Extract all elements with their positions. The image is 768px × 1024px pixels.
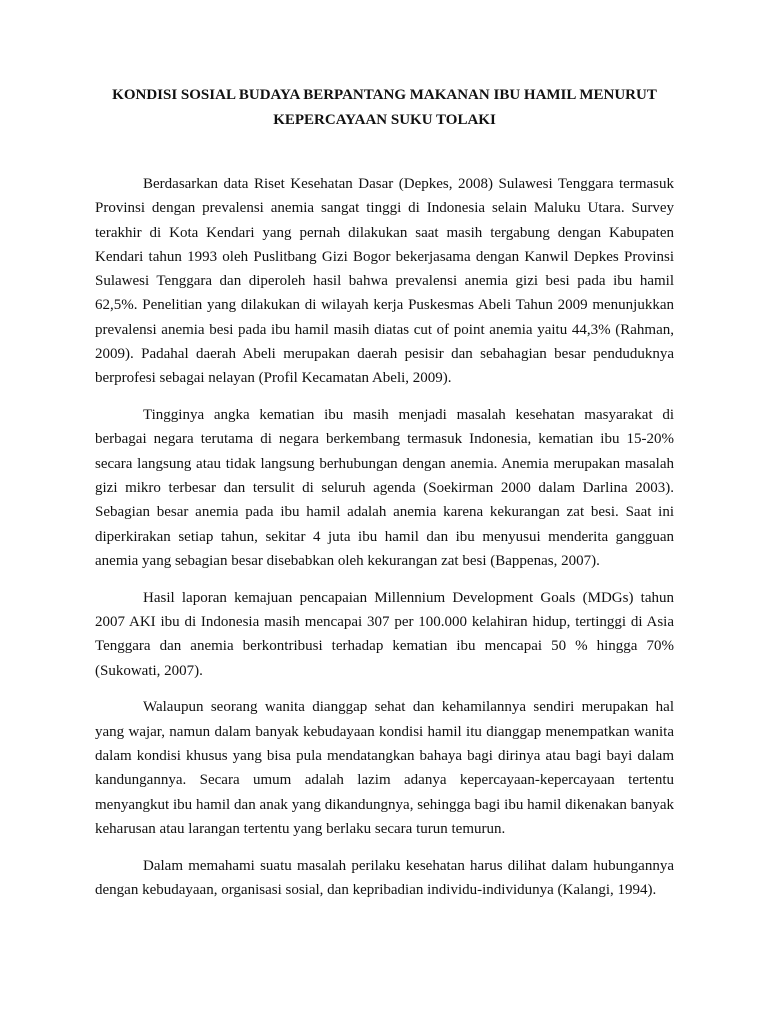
title-line-1: KONDISI SOSIAL BUDAYA BERPANTANG MAKANAN IBU HAMIL MENURUT — [112, 87, 657, 103]
paragraph-3: Hasil laporan kemajuan pencapaian Millennium Development Goals (MDGs) tahun 2007 AKI ibu di Indonesia masih mencapai 307 per 100.000 kelahiran hidup, tertinggi di Asia Tenggara dan anemia berkontribusi terhadap kematian ibu mencapai 50 % hingga 70% (Sukowati, 2007). — [95, 589, 674, 679]
paragraph-2: Tingginya angka kematian ibu masih menjadi masalah kesehatan masyarakat di berbagai negara terutama di negara berkembang termasuk Indonesia, kematian ibu 15-20% secara langsung atau tidak langsung berhubungan dengan anemia. Anemia merupakan masalah gizi mikro terbesar dan tersulit di seluruh agenda (Soekirman 2000 dalam Darlina 2003). Sebagian besar anemia pada ibu hamil adalah anemia karena kekurangan zat besi. Saat ini diperkirakan setiap tahun, sekitar 4 juta ibu hamil dan ibu menyusui menderita gangguan anemia yang sebagian besar disebabkan oleh kekurangan zat besi (Bappenas, 2007). — [95, 407, 674, 569]
title-line-2: KEPERCAYAAN SUKU TOLAKI — [273, 112, 496, 128]
document-page — [95, 83, 674, 915]
paragraph-1: Berdasarkan data Riset Kesehatan Dasar (Depkes, 2008) Sulawesi Tenggara termasuk Provinsi dengan prevalensi anemia sangat tinggi di Indonesia selain Maluku Utara. Survey terakhir di Kota Kendari yang pernah dilakukan saat masih tergabung dengan Kabupaten Kendari tahun 1993 oleh Puslitbang Gizi Bogor bekerjasama dengan Kanwil Depkes Provinsi Sulawesi Tenggara dan diperoleh hasil bahwa prevalensi anemia gizi besi pada ibu hamil 62,5%. Penelitian yang dilakukan di wilayah kerja Puskesmas Abeli Tahun 2009 menunjukkan prevalensi anemia besi pada ibu hamil masih diatas cut of point anemia yaitu 44,3% (Rahman, 2009). Padahal daerah Abeli merupakan daerah pesisir dan sebahagian besar penduduknya berprofesi sebagai nelayan (Profil Kecamatan Abeli, 2009). — [95, 176, 674, 387]
document-title — [95, 83, 674, 133]
paragraph-5: Dalam memahami suatu masalah perilaku kesehatan harus dilihat dalam hubungannya dengan kebudayaan, organisasi sosial, dan kepribadian individu-individunya (Kalangi, 1994). — [95, 857, 674, 899]
paragraph-4: Walaupun seorang wanita dianggap sehat dan kehamilannya sendiri merupakan hal yang wajar, namun dalam banyak kebudayaan kondisi hamil itu dianggap menempatkan wanita dalam kondisi khusus yang bisa pula mendatangkan bahaya bagi dirinya atau bagi bayi dalam kandungannya. Secara umum adalah lazim adanya kepercayaan-kepercayaan tertentu menyangkut ibu hamil dan anak yang dikandungnya, sehingga bagi ibu hamil dikenakan banyak keharusan atau larangan tertentu yang berlaku secara turun temurun. — [95, 699, 674, 837]
